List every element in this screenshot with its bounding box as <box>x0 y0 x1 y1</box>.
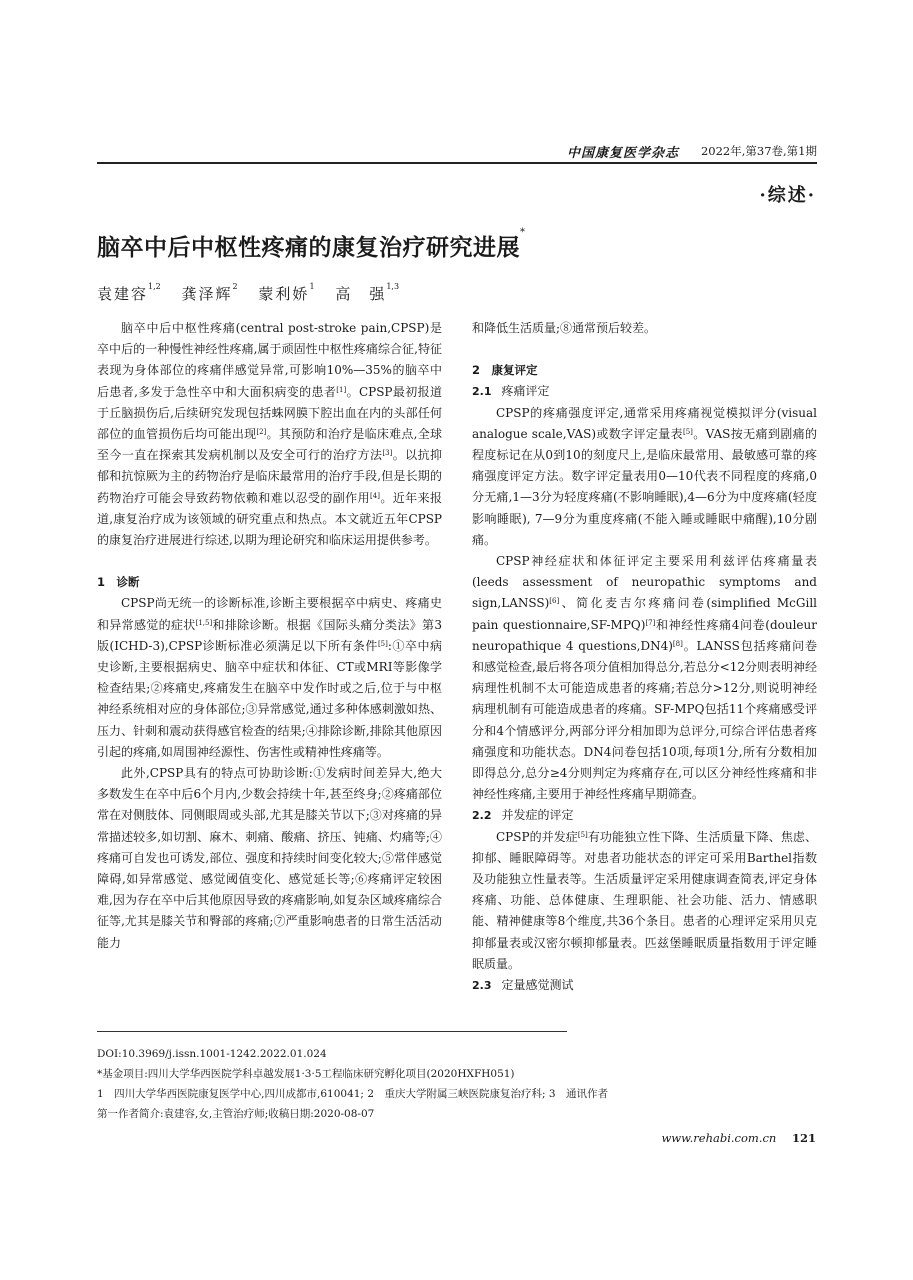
subsection-title: 疼痛评定 <box>501 384 550 399</box>
author <box>335 283 399 304</box>
fund-note: *基金项目:四川大学华西医院学科卓越发展1·3·5工程临床研究孵化项目(2020HXFH051) <box>97 1068 515 1080</box>
author-name: 高 强 <box>335 285 387 303</box>
article-title <box>97 229 526 262</box>
subsection-number: 2.3 <box>472 979 492 993</box>
subsection-heading <box>472 805 817 826</box>
author-affiliation: 2 <box>232 282 238 291</box>
title-text: 脑卒中后中枢性疼痛的康复治疗研究进展 <box>97 234 520 261</box>
body-paragraph: 和降低生活质量;⑧通常预后较差。 <box>472 321 657 335</box>
citation-marker: [6] <box>549 597 560 606</box>
section-heading: 2 康复评定 <box>472 363 538 378</box>
left-column <box>97 318 442 954</box>
citation-marker: [5] <box>377 639 388 648</box>
header-rule <box>97 162 817 164</box>
body-paragraph: 脑卒中后中枢性疼痛(central post-stroke pain,CPSP)是卒中后的一种慢性神经性疼痛,属于顽固性中枢性疼痛综合征,特征表现为身体部位的疼痛伴感觉异常,可影响10%—35%的脑卒中后患者,多发于急性卒中和大面积病变的患者[1]。CPSP最初报道于丘脑损伤后,后续研究发现包括蛛网膜下腔出血在内的头部任何部位的血管损伤后均可能出现[2]。其预防和治疗是临床难点,全球至今一直在探索其发病机制以及安全可行的治疗方法[3]。以抗抑郁和抗惊厥为主的药物治疗是临床最常用的治疗手段,但是长期的药物治疗可能会导致药物依赖和难以忍受的副作用[4]。近年来报道,康复治疗成为该领域的研究重点和热点。本文就近五年CPSP的康复治疗进展进行综述,以期为理论研究和临床运用提供参考。 <box>97 321 442 548</box>
citation-marker: [2] <box>256 428 267 437</box>
author <box>258 283 314 304</box>
citation-marker: [7] <box>645 618 656 627</box>
journal-issue: 2022年,第37卷,第1期 <box>700 144 817 158</box>
running-header <box>97 142 817 162</box>
footnote-rule <box>97 1031 567 1032</box>
author-name: 袁建容 <box>97 285 149 303</box>
author-affiliation: 1,2 <box>148 282 161 291</box>
subsection-number: 2.1 <box>472 385 492 399</box>
subsection-heading <box>472 975 817 996</box>
doi-note: DOI:10.3969/j.issn.1001-1242.2022.01.024 <box>97 1048 327 1060</box>
affiliation-note: 1 四川大学华西医院康复医学中心,四川成都市,610041; 2 重庆大学附属三峡医院康复治疗科; 3 通讯作者 <box>97 1088 609 1100</box>
author-name: 蒙利娇 <box>258 285 310 303</box>
title-footnote-mark: * <box>520 227 526 238</box>
website-url: www.rehabi.com.cn <box>661 1131 777 1145</box>
subsection-heading <box>472 381 817 402</box>
citation-marker: [8] <box>672 639 683 648</box>
author-affiliation: 1,3 <box>386 282 400 291</box>
right-column <box>472 318 817 996</box>
body-paragraph: 此外,CPSP具有的特点可协助诊断:①发病时间差异大,绝大多数发生在卒中后6个月内,少数会持续十年,甚至终身;②疼痛部位常在对侧肢体、同侧眼周或头部,尤其是膝关节以下;③对疼痛的异常描述较多,如切割、麻木、刺痛、酸痛、挤压、钝痛、灼痛等;④疼痛可自发也可诱发,部位、强度和持续时间变化较大;⑤常伴感觉障碍,如异常感觉、感觉阈值变化、感觉延长等;⑥疼痛评定较困难,因为存在卒中后其他原因导致的疼痛影响,如复杂区域疼痛综合征等,尤其是膝关节和臀部的疼痛;⑦严重影响患者的日常生活活动能力 <box>97 766 442 950</box>
citation-marker: [1,5] <box>195 618 213 627</box>
body-paragraph: CPSP神经症状和体征评定主要采用利兹评估疼痛量表(leeds assessment of neuropathic symptoms and sign,LANSS)[6]、简化麦吉尔疼痛问卷(simplified McGill pain questionnaire,SF-MPQ)[7]和神经性疼痛4问卷(douleur neuropathique 4 questions,DN4)[8]。LANSS包括疼痛问卷和感觉检查,最后将各项分值相加得总分,若总分<12分则表明神经病理性机制不太可能造成患者的疼痛;若总分>12分,则说明神经病理机制有可能造成患者的疼痛。SF-MPQ包括11个疼痛感受评分和4个情感评分,两部分评分相加即为总评分,可综合评估患者疼痛强度和功能状态。DN4问卷包括10项,每项1分,所有分数相加即得总分,总分≥4分则判定为疼痛存在,可以区分神经性疼痛和非神经性疼痛,主要用于神经性疼痛早期筛查。 <box>472 554 817 802</box>
author-name: 龚泽辉 <box>181 285 233 303</box>
subsection-title: 并发症的评定 <box>501 808 574 823</box>
author-bio-note: 第一作者简介:袁建容,女,主管治疗师;收稿日期:2020-08-07 <box>97 1108 375 1120</box>
author-list <box>97 283 415 304</box>
author <box>182 283 238 304</box>
section-heading: 1 诊断 <box>97 575 140 590</box>
footnotes <box>97 1044 817 1124</box>
page-number: 121 <box>791 1131 816 1145</box>
body-paragraph: CPSP的并发症[5]有功能独立性下降、生活质量下降、焦虑、抑郁、睡眠障碍等。对患者功能状态的评定可采用Barthel指数及功能独立性量表等。生活质量评定采用健康调查简表,评定身体疼痛、功能、总体健康、生理职能、社会功能、活力、情感职能、精神健康等8个维度,共36个条目。患者的心理评定采用贝克抑郁量表或汉密尔顿抑郁量表。匹兹堡睡眠质量指数用于评定睡眠质量。 <box>472 829 817 971</box>
subsection-title: 定量感觉测试 <box>501 978 574 993</box>
body-paragraph: CPSP的疼痛强度评定,通常采用疼痛视觉模拟评分(visual analogue scale,VAS)或数字评定量表[5]。VAS按无痛到剧痛的程度标记在从0到10的刻度尺上,是临床最常用、最敏感可靠的疼痛强度评定方法。数字评定量表用0—10代表不同程度的疼痛,0分无痛,1—3分为轻度疼痛(不影响睡眠),4—6分为中度疼痛(轻度影响睡眠), 7—9分为重度疼痛(不能入睡或睡眠中痛醒),10分剧痛。 <box>472 405 817 547</box>
author-affiliation: 1 <box>309 282 315 291</box>
citation-marker: [4] <box>370 491 380 500</box>
author <box>97 283 161 304</box>
body-paragraph: CPSP尚无统一的诊断标准,诊断主要根据卒中病史、疼痛史和异常感觉的症状[1,5]和排除诊断。根据《国际头痛分类法》第3版(ICHD-3),CPSP诊断标准必须满足以下所有条件[5]:①卒中病史诊断,主要根据病史、脑卒中症状和体征、CT或MRI等影像学检查结果;②疼痛史,疼痛发生在脑卒中发作时或之后,位于与中枢神经系统相对应的身体部位;③异常感觉,通过多种体感刺激如热、压力、针刺和震动获得感官检查的结果;④排除诊断,排除其他原因引起的疼痛,如周围神经源性、伤害性或精神性疼痛等。 <box>97 596 442 759</box>
page-footer <box>661 1131 816 1145</box>
subsection-number: 2.2 <box>472 809 492 823</box>
citation-marker: [5] <box>577 830 588 839</box>
citation-marker: [3] <box>382 449 393 458</box>
citation-marker: [1] <box>336 385 347 394</box>
section-tag: ·综述· <box>759 185 816 206</box>
citation-marker: [5] <box>682 427 693 436</box>
journal-name: 中国康复医学杂志 <box>566 146 679 161</box>
